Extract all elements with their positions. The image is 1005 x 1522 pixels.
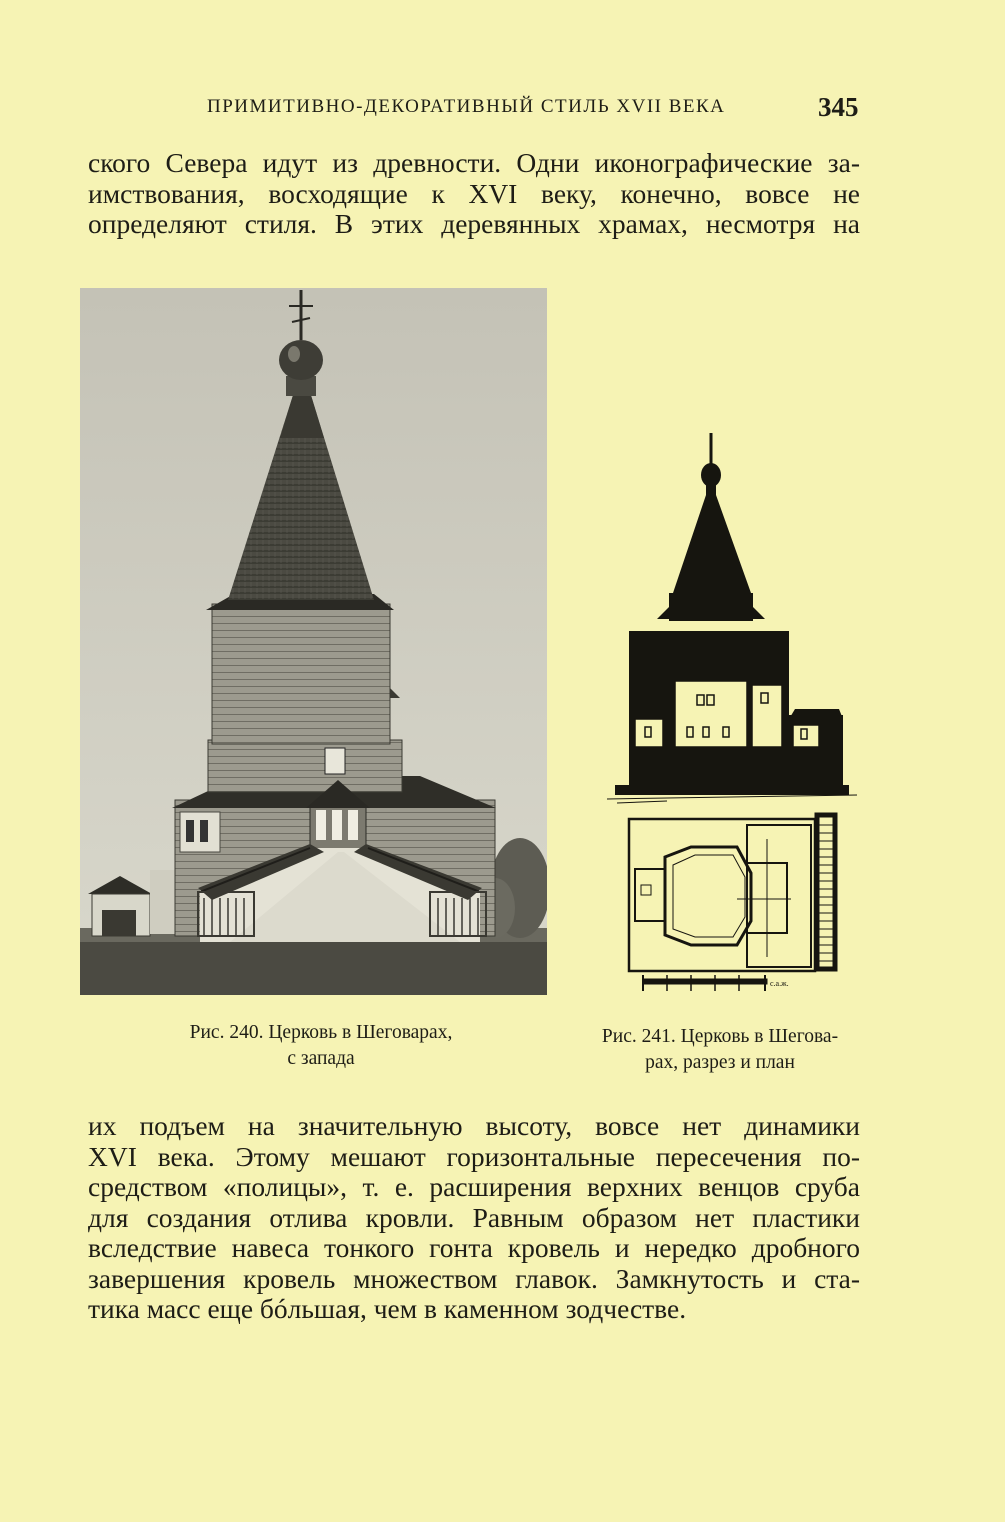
text-line: для создания отлива кровли. Равным образом нет пластики — [88, 1201, 860, 1233]
text-line: тика масс еще бóльшая, чем в каменном зодчестве. — [88, 1293, 687, 1324]
caption-line: Рис. 240. Церковь в Шеговарах, — [189, 1022, 453, 1043]
caption-line: рах, разрез и план — [645, 1052, 795, 1073]
caption-line: с запада — [287, 1048, 355, 1069]
text-line: XVI века. Этому мешают горизонтальные пересечения по- — [88, 1140, 860, 1172]
scale-bar — [643, 975, 767, 991]
figure-241-drawing — [607, 433, 862, 998]
running-title: ПРИМИТИВНО-ДЕКОРАТИВНЫЙ СТИЛЬ XVII ВЕКА — [207, 96, 726, 117]
text-line: вследствие навеса тонкого гонта кровель и нередко дробного — [88, 1232, 860, 1263]
scale-label: с.а.ж. — [770, 979, 789, 988]
paragraph-bottom — [88, 1111, 860, 1325]
church-plan — [629, 813, 837, 971]
text-line: их подъем на значительную высоту, вовсе нет динамики — [88, 1110, 860, 1141]
text-line: завершения кровель множеством главок. Замкнутость и ста- — [88, 1262, 860, 1294]
running-header — [0, 92, 1005, 124]
figure-240-caption — [140, 1020, 502, 1072]
text-line: имствования, восходящие к XVI веку, конечно, вовсе не — [88, 177, 860, 209]
text-line: определяют стиля. В этих деревянных храмах, несмотря на — [88, 208, 860, 239]
caption-line: Рис. 241. Церковь в Шегова- — [601, 1026, 839, 1047]
church-photo-image — [80, 288, 547, 995]
paragraph-top — [88, 148, 860, 240]
section-and-plan-drawing — [607, 433, 862, 998]
figure-240-photo — [80, 288, 547, 995]
figure-241-caption — [575, 1024, 865, 1076]
text-line: средством «полицы», т. е. расширения верхних венцов сруба — [88, 1171, 860, 1202]
page-number: 345 — [818, 92, 859, 122]
text-line: ского Севера идут из древности. Одни иконографические за- — [88, 147, 860, 178]
